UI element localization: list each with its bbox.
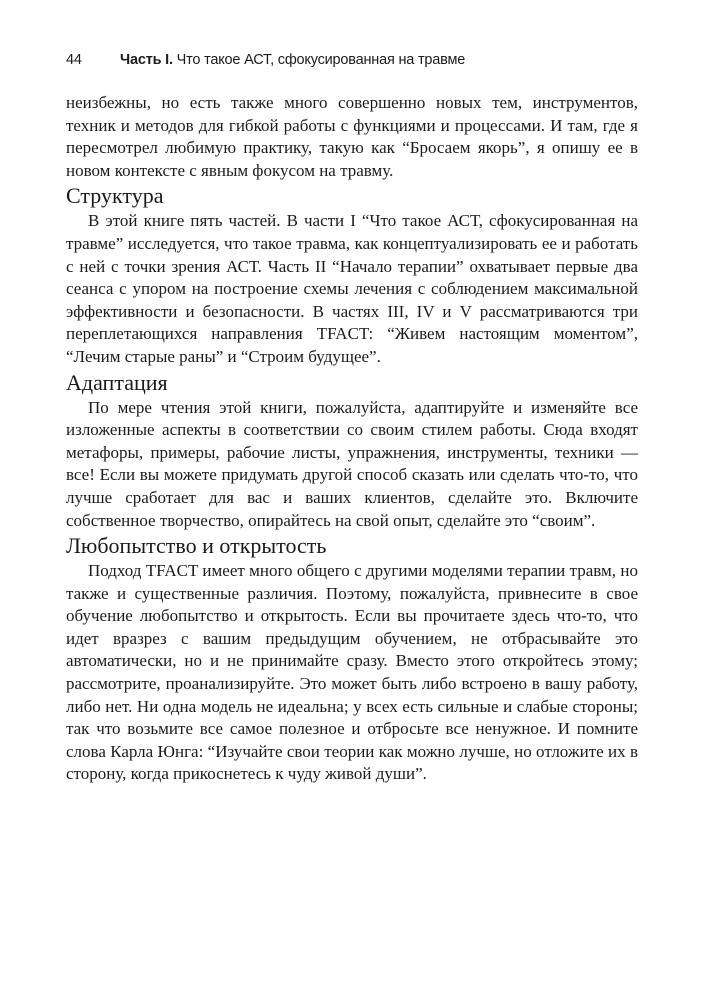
page-number: 44 xyxy=(66,52,82,68)
section-paragraph-structure: В этой книге пять частей. В части I “Что такое АСТ, сфокусированная на травме” исследуется, что такое травма, как концептуализировать ее и работать с ней с точки зрения АСТ. Часть II “Начало терапии” охватывает первые два сеанса с упором на построение схемы лечения с соблюдением максимальной эффективности и безопасности. В частях III, IV и V рассматриваются три переплетающихся направления TFACT: “Живем настоящим моментом”, “Лечим старые раны” и “Строим будущее”. xyxy=(66,211,638,366)
section-paragraph-curiosity: Подход TFACT имеет много общего с другими моделями терапии травм, но также и существенные различия. Поэтому, пожалуйста, привнесите в свое обучение любопытство и открытость. Если вы прочитаете здесь что-то, что идет вразрез с вашим предыдущим обучением, не отбрасывайте это автоматически, но и не принимайте сразу. Вместо этого откройтесь этому; рассмотрите, проанализируйте. Это может быть либо встроено в вашу работу, либо нет. Ни одна модель не идеальна; у всех есть сильные и слабые стороны; так что возьмите все самое полезное и отбросьте все ненужное. И помните слова Карла Юнга: “Изучайте свои теории как можно лучше, но отложите их в сторону, когда прикоснетесь к чуду живой души”. xyxy=(66,561,638,784)
section-heading-adaptation: Адаптация xyxy=(66,369,168,395)
book-page xyxy=(66,50,638,786)
section-heading-structure: Структура xyxy=(66,183,164,209)
intro-paragraph: неизбежны, но есть также много совершенно новых тем, инструментов, техник и методов для гибкой работы с функциями и процессами. И там, где я пересмотрел любимую практику, такую как “Бросаем якорь”, я опишу ее в новом контексте с явным фокусом на травму. xyxy=(66,93,638,180)
section-heading-curiosity: Любопытство и открытость xyxy=(66,533,327,559)
section-paragraph-adaptation: По мере чтения этой книги, пожалуйста, адаптируйте и изменяйте все изложенные аспекты в соответствии со своим стилем работы. Сюда входят метафоры, примеры, рабочие листы, упражнения, инструменты, техники — все! Если вы можете придумать другой способ сказать или сделать что-то, что лучше сработает для вас и ваших клиентов, сделайте это. Включите собственное творчество, опирайтесь на свой опыт, сделайте это “своим”. xyxy=(66,397,638,530)
running-header xyxy=(66,50,638,70)
part-label: Часть I. xyxy=(120,52,173,68)
part-title: Что такое АСТ, сфокусированная на травме xyxy=(176,52,466,68)
